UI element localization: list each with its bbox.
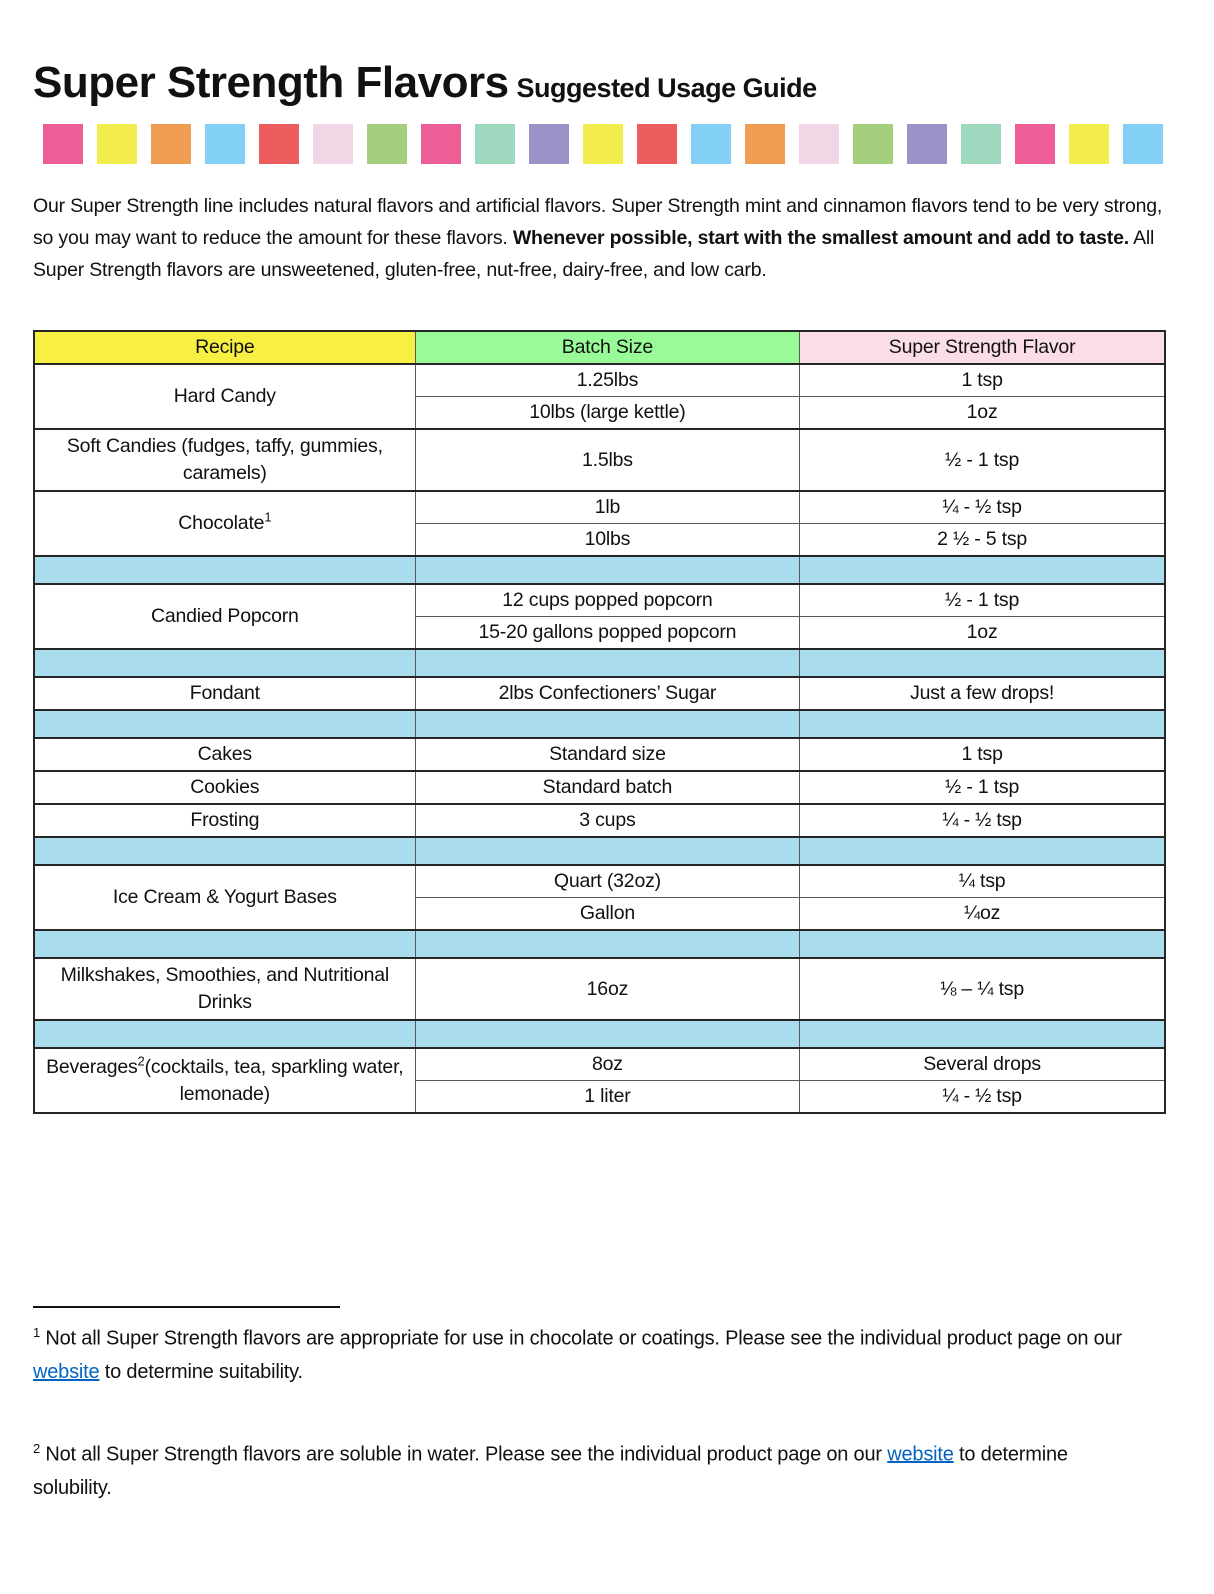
- batch-size-cell: 10lbs: [415, 524, 800, 557]
- spacer-row: [34, 649, 1165, 677]
- page-title: [33, 58, 1174, 108]
- pink-color-square: [43, 124, 83, 164]
- recipe-cell: Hard Candy: [34, 364, 415, 429]
- flavor-amount-cell: ¼ - ½ tsp: [800, 804, 1165, 837]
- footnote-ref: 2: [137, 1053, 145, 1068]
- table-row: [34, 677, 1165, 710]
- intro-paragraph: [33, 190, 1173, 286]
- recipe-cell: Cookies: [34, 771, 415, 804]
- batch-size-cell: 1.5lbs: [415, 429, 800, 491]
- table-row: [34, 804, 1165, 837]
- color-stripe: [43, 124, 1174, 164]
- spacer-cell: [800, 649, 1165, 677]
- spacer-cell: [800, 930, 1165, 958]
- subtitle-text: Suggested Usage Guide: [516, 73, 817, 103]
- green-color-square: [367, 124, 407, 164]
- flavor-amount-cell: Just a few drops!: [800, 677, 1165, 710]
- flavor-amount-cell: ¼ - ½ tsp: [800, 491, 1165, 524]
- orange-color-square: [745, 124, 785, 164]
- table-row: [34, 738, 1165, 771]
- intro-text-2: All Super Strength flavors are unsweetened, gluten-free, nut-free, dairy-free, and low carb.: [33, 227, 1155, 281]
- recipe-cell: Cakes: [34, 738, 415, 771]
- blue-color-square: [691, 124, 731, 164]
- footnote-number: 1: [33, 1325, 41, 1340]
- flavor-amount-cell: 1 tsp: [800, 738, 1165, 771]
- batch-size-cell: 8oz: [415, 1048, 800, 1081]
- batch-size-cell: 1lb: [415, 491, 800, 524]
- red-color-square: [637, 124, 677, 164]
- lightpink-color-square: [313, 124, 353, 164]
- green-color-square: [853, 124, 893, 164]
- batch-size-cell: 2lbs Confectioners’ Sugar: [415, 677, 800, 710]
- recipe-cell: Milkshakes, Smoothies, and Nutritional Drinks: [34, 958, 415, 1020]
- yellow-color-square: [97, 124, 137, 164]
- pink-color-square: [1015, 124, 1055, 164]
- orange-color-square: [151, 124, 191, 164]
- mint-color-square: [475, 124, 515, 164]
- spacer-cell: [34, 1020, 415, 1048]
- flavor-amount-cell: ⅛ – ¼ tsp: [800, 958, 1165, 1020]
- flavor-amount-cell: ½ - 1 tsp: [800, 584, 1165, 617]
- column-header-batch-size: Batch Size: [415, 331, 800, 364]
- spacer-cell: [415, 837, 800, 865]
- intro-text-bold: Whenever possible, start with the smallest amount and add to taste.: [512, 227, 1129, 249]
- footnote-text: Not all Super Strength flavors are appropriate for use in chocolate or coatings. Please see the individual product page on our: [40, 1327, 1122, 1350]
- batch-size-cell: Standard batch: [415, 771, 800, 804]
- blue-color-square: [205, 124, 245, 164]
- table-row: [34, 491, 1165, 524]
- table-row: [34, 865, 1165, 898]
- website-link[interactable]: website: [887, 1443, 954, 1466]
- spacer-cell: [415, 1020, 800, 1048]
- spacer-row: [34, 710, 1165, 738]
- spacer-cell: [34, 556, 415, 584]
- batch-size-cell: Gallon: [415, 898, 800, 931]
- yellow-color-square: [1069, 124, 1109, 164]
- table-row: [34, 771, 1165, 804]
- flavor-amount-cell: ¼oz: [800, 898, 1165, 931]
- footnote-number: 2: [33, 1440, 41, 1456]
- spacer-row: [34, 1020, 1165, 1048]
- recipe-cell: Frosting: [34, 804, 415, 837]
- usage-guide-table: [33, 330, 1166, 1114]
- spacer-cell: [415, 556, 800, 584]
- recipe-cell: Chocolate$^1$: [34, 491, 415, 556]
- spacer-row: [34, 556, 1165, 584]
- table-row: [34, 364, 1165, 397]
- column-header-super-strength-flavor: Super Strength Flavor: [800, 331, 1165, 364]
- purple-color-square: [907, 124, 947, 164]
- recipe-cell: Beverages$^2$(cocktails, tea, sparkling water, lemonade): [34, 1048, 415, 1113]
- mint-color-square: [961, 124, 1001, 164]
- table-row: [34, 429, 1165, 491]
- batch-size-cell: 16oz: [415, 958, 800, 1020]
- footnote-separator: [33, 1306, 340, 1308]
- spacer-cell: [415, 710, 800, 738]
- batch-size-cell: 3 cups: [415, 804, 800, 837]
- footnote-2: [33, 1432, 1143, 1506]
- spacer-cell: [800, 1020, 1165, 1048]
- spacer-cell: [34, 837, 415, 865]
- spacer-cell: [34, 649, 415, 677]
- flavor-amount-cell: ½ - 1 tsp: [800, 429, 1165, 491]
- flavor-amount-cell: ½ - 1 tsp: [800, 771, 1165, 804]
- batch-size-cell: 10lbs (large kettle): [415, 397, 800, 430]
- spacer-cell: [34, 930, 415, 958]
- spacer-row: [34, 837, 1165, 865]
- flavor-amount-cell: 1 tsp: [800, 364, 1165, 397]
- recipe-cell: Candied Popcorn: [34, 584, 415, 649]
- batch-size-cell: Standard size: [415, 738, 800, 771]
- recipe-cell: Fondant: [34, 677, 415, 710]
- flavor-amount-cell: 1oz: [800, 617, 1165, 650]
- spacer-cell: [34, 710, 415, 738]
- spacer-cell: [800, 837, 1165, 865]
- footnote-text: Not all Super Strength flavors are soluble in water. Please see the individual product page on our: [40, 1443, 888, 1466]
- pink-color-square: [421, 124, 461, 164]
- batch-size-cell: 1 liter: [415, 1081, 800, 1114]
- flavor-amount-cell: 1oz: [800, 397, 1165, 430]
- flavor-amount-cell: 2 ½ - 5 tsp: [800, 524, 1165, 557]
- recipe-cell: Soft Candies (fudges, taffy, gummies, caramels): [34, 429, 415, 491]
- intro-text-1: Our Super Strength line includes natural flavors and artificial flavors. Super Strength mint and cinnamon flavors tend to be very strong, so you may want to reduce the amount for these flavors.: [33, 195, 1163, 249]
- batch-size-cell: 15-20 gallons popped popcorn: [415, 617, 800, 650]
- red-color-square: [259, 124, 299, 164]
- purple-color-square: [529, 124, 569, 164]
- table-row: [34, 1048, 1165, 1081]
- batch-size-cell: Quart (32oz): [415, 865, 800, 898]
- flavor-amount-cell: ¼ tsp: [800, 865, 1165, 898]
- blue-color-square: [1123, 124, 1163, 164]
- recipe-cell: Ice Cream & Yogurt Bases: [34, 865, 415, 930]
- flavor-amount-cell: ¼ - ½ tsp: [800, 1081, 1165, 1114]
- table-row: [34, 958, 1165, 1020]
- footnotes-section: [33, 1316, 1174, 1505]
- batch-size-cell: 12 cups popped popcorn: [415, 584, 800, 617]
- usage-table-body: [34, 364, 1165, 1113]
- title-text: Super Strength Flavors: [33, 58, 509, 107]
- spacer-cell: [415, 649, 800, 677]
- flavor-amount-cell: Several drops: [800, 1048, 1165, 1081]
- lightpink-color-square: [799, 124, 839, 164]
- spacer-cell: [800, 556, 1165, 584]
- footnote-1: [33, 1316, 1143, 1390]
- column-header-recipe: Recipe: [34, 331, 415, 364]
- footnote-text: to determine suitability.: [99, 1361, 303, 1384]
- spacer-cell: [415, 930, 800, 958]
- footnote-ref: 1: [264, 509, 272, 525]
- website-link[interactable]: website: [33, 1361, 100, 1384]
- spacer-cell: [800, 710, 1165, 738]
- table-header-row: [34, 331, 1165, 364]
- yellow-color-square: [583, 124, 623, 164]
- batch-size-cell: 1.25lbs: [415, 364, 800, 397]
- spacer-row: [34, 930, 1165, 958]
- table-row: [34, 584, 1165, 617]
- footnote-text: to determine solubility.: [33, 1443, 1068, 1499]
